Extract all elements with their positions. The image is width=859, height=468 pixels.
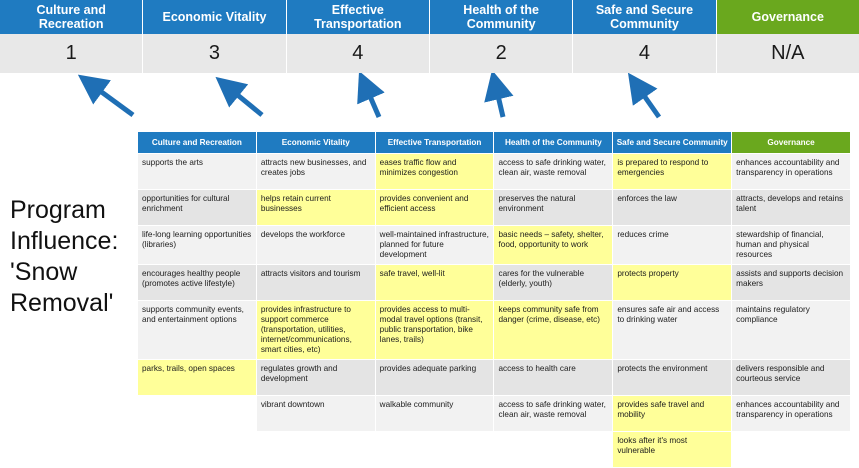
matrix-column-header-0: Culture and Recreation bbox=[138, 132, 257, 154]
matrix-cell-r7-c2 bbox=[375, 432, 494, 468]
matrix-cell-r5-c2: provides adequate parking bbox=[375, 360, 494, 396]
matrix-cell-r0-c4: is prepared to respond to emergencies bbox=[613, 154, 732, 190]
matrix-column-header-2: Effective Transportation bbox=[375, 132, 494, 154]
strategic-priorities-header bbox=[0, 0, 859, 34]
matrix-row bbox=[138, 154, 851, 190]
priority-header-4: Safe and Secure Community bbox=[573, 0, 716, 34]
matrix-cell-r7-c3 bbox=[494, 432, 613, 468]
priority-score-4: 4 bbox=[573, 34, 716, 73]
matrix-cell-r0-c0: supports the arts bbox=[138, 154, 257, 190]
matrix-cell-r4-c4: ensures safe air and access to drinking water bbox=[613, 301, 732, 360]
matrix-cell-r1-c0: opportunities for cultural enrichment bbox=[138, 190, 257, 226]
arrow-group bbox=[0, 73, 859, 133]
matrix-cell-r4-c0: supports community events, and entertainment options bbox=[138, 301, 257, 360]
matrix-cell-r0-c3: access to safe drinking water, clean air, waste removal bbox=[494, 154, 613, 190]
matrix-row bbox=[138, 226, 851, 265]
matrix-cell-r6-c5: enhances accountability and transparency in operations bbox=[732, 396, 851, 432]
arrow-culture-and-recreation bbox=[92, 85, 133, 115]
matrix-cell-r4-c2: provides access to multi-modal travel options (transit, public transportation, bike lanes, trails) bbox=[375, 301, 494, 360]
matrix-cell-r0-c2: eases traffic flow and minimizes congestion bbox=[375, 154, 494, 190]
priority-header-1: Economic Vitality bbox=[143, 0, 286, 34]
matrix-cell-r5-c5: delivers responsible and courteous service bbox=[732, 360, 851, 396]
matrix-cell-r2-c4: reduces crime bbox=[613, 226, 732, 265]
matrix-cell-r7-c5 bbox=[732, 432, 851, 468]
arrow-economic-vitality bbox=[229, 88, 262, 115]
matrix-cell-r6-c2: walkable community bbox=[375, 396, 494, 432]
matrix-row bbox=[138, 301, 851, 360]
community-outcomes-matrix bbox=[137, 131, 851, 468]
priority-score-row bbox=[0, 34, 859, 75]
matrix-cell-r1-c1: helps retain current businesses bbox=[256, 190, 375, 226]
priority-header-0: Culture and Recreation bbox=[0, 0, 143, 34]
matrix-cell-r3-c3: cares for the vulnerable (elderly, youth) bbox=[494, 265, 613, 301]
matrix-row bbox=[138, 190, 851, 226]
matrix-column-header-3: Health of the Community bbox=[494, 132, 613, 154]
matrix-row bbox=[138, 432, 851, 468]
matrix-body bbox=[138, 154, 851, 468]
matrix-cell-r5-c3: access to health care bbox=[494, 360, 613, 396]
priority-score-0: 1 bbox=[0, 34, 143, 73]
matrix-column-header-5: Governance bbox=[732, 132, 851, 154]
matrix-cell-r3-c0: encourages healthy people (promotes active lifestyle) bbox=[138, 265, 257, 301]
matrix-cell-r3-c5: assists and supports decision makers bbox=[732, 265, 851, 301]
priority-score-3: 2 bbox=[430, 34, 573, 73]
matrix-cell-r2-c2: well-maintained infrastructure, planned for future development bbox=[375, 226, 494, 265]
matrix-cell-r5-c0: parks, trails, open spaces bbox=[138, 360, 257, 396]
matrix-row bbox=[138, 396, 851, 432]
matrix-cell-r3-c2: safe travel, well-lit bbox=[375, 265, 494, 301]
matrix-cell-r7-c1 bbox=[256, 432, 375, 468]
matrix-cell-r6-c3: access to safe drinking water, clean air, waste removal bbox=[494, 396, 613, 432]
matrix-cell-r0-c5: enhances accountability and transparency in operations bbox=[732, 154, 851, 190]
matrix-cell-r5-c1: regulates growth and development bbox=[256, 360, 375, 396]
priority-score-5: N/A bbox=[771, 42, 805, 64]
matrix-row bbox=[138, 265, 851, 301]
matrix-cell-r1-c5: attracts, develops and retains talent bbox=[732, 190, 851, 226]
matrix-cell-r6-c0 bbox=[138, 396, 257, 432]
priority-header-2: Effective Transportation bbox=[287, 0, 430, 34]
matrix-cell-r7-c0 bbox=[138, 432, 257, 468]
priority-score-2: 4 bbox=[287, 34, 430, 73]
arrow-safe-and-secure-community bbox=[638, 87, 659, 117]
matrix-cell-r2-c1: develops the workforce bbox=[256, 226, 375, 265]
matrix-header-row bbox=[138, 132, 851, 154]
matrix-cell-r3-c1: attracts visitors and tourism bbox=[256, 265, 375, 301]
matrix-column-header-1: Economic Vitality bbox=[256, 132, 375, 154]
matrix-cell-r1-c3: preserves the natural environment bbox=[494, 190, 613, 226]
matrix-column-header-4: Safe and Secure Community bbox=[613, 132, 732, 154]
priority-header-5: Governance bbox=[717, 0, 859, 34]
matrix-cell-r0-c1: attracts new businesses, and creates jobs bbox=[256, 154, 375, 190]
matrix-cell-r1-c4: enforces the law bbox=[613, 190, 732, 226]
matrix-cell-r6-c1: vibrant downtown bbox=[256, 396, 375, 432]
arrows-layer bbox=[0, 73, 859, 133]
matrix-cell-r4-c3: keeps community safe from danger (crime, disease, etc) bbox=[494, 301, 613, 360]
matrix-cell-r4-c5: maintains regulatory compliance bbox=[732, 301, 851, 360]
matrix-cell-r2-c3: basic needs – safety, shelter, food, opportunity to work bbox=[494, 226, 613, 265]
matrix-cell-r2-c0: life-long learning opportunities (libraries) bbox=[138, 226, 257, 265]
priority-header-3: Health of the Community bbox=[430, 0, 573, 34]
matrix-header-tr bbox=[138, 132, 851, 154]
matrix-cell-r3-c4: protects property bbox=[613, 265, 732, 301]
matrix-cell-r2-c5: stewardship of financial, human and physical resources bbox=[732, 226, 851, 265]
matrix-cell-r7-c4: looks after it's most vulnerable bbox=[613, 432, 732, 468]
arrow-health-of-the-community bbox=[496, 87, 503, 117]
matrix-row bbox=[138, 360, 851, 396]
matrix-cell-r1-c2: provides convenient and efficient access bbox=[375, 190, 494, 226]
matrix-cell-r4-c1: provides infrastructure to support commerce (transportation, utilities, internet/communications, smart cities, etc) bbox=[256, 301, 375, 360]
program-influence-caption: Program Influence: 'Snow Removal' bbox=[10, 196, 119, 317]
matrix-cell-r5-c4: protects the environment bbox=[613, 360, 732, 396]
arrow-effective-transportation bbox=[366, 87, 379, 117]
matrix-cell-r6-c4: provides safe travel and mobility bbox=[613, 396, 732, 432]
priority-score-1: 3 bbox=[143, 34, 286, 73]
